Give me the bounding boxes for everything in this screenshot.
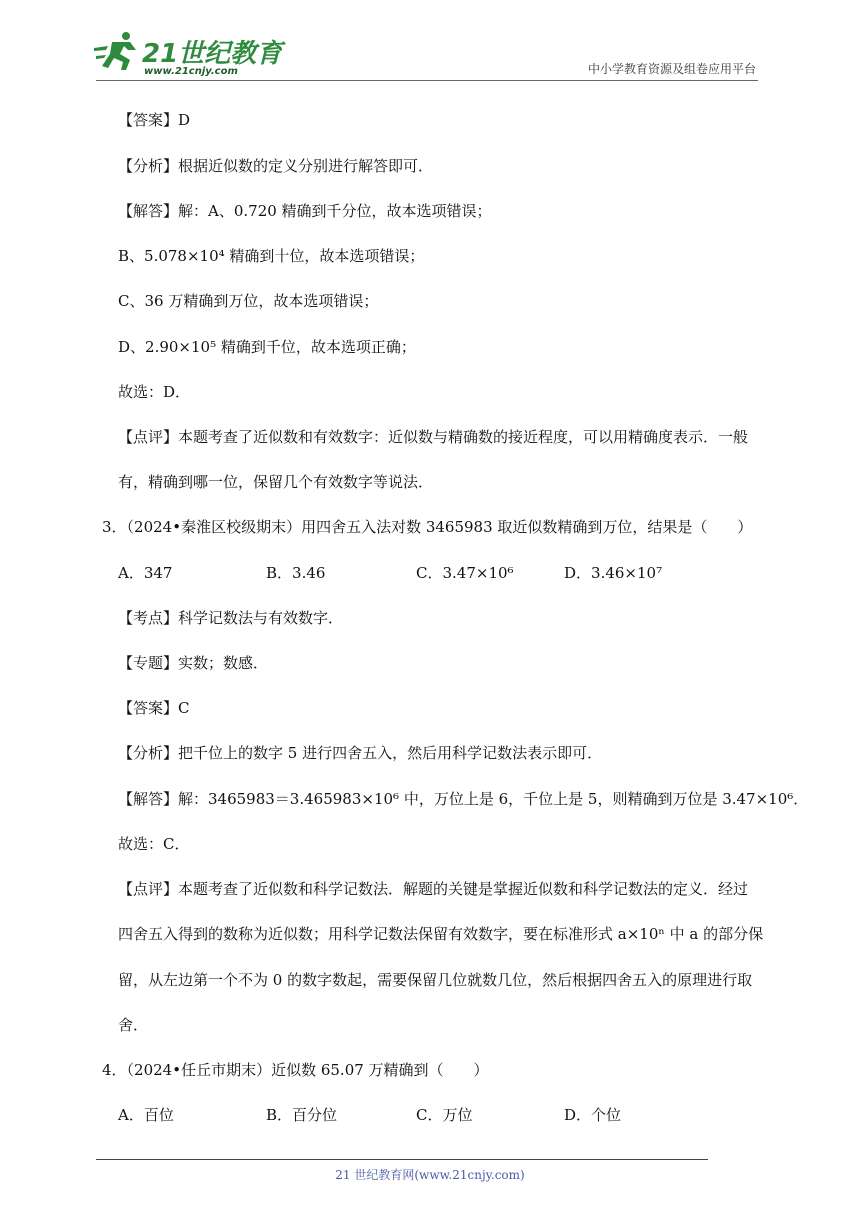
option-d: D．3.46×10⁷ (564, 564, 663, 582)
option-a: A．百位 (118, 1106, 174, 1124)
page-header (0, 0, 860, 84)
zhuanti-text: 【专题】实数；数感． (118, 654, 269, 672)
option-c: C．万位 (416, 1106, 473, 1124)
answer-label: 【答案】C (118, 699, 190, 717)
solution-line: B、5.078×10⁴ 精确到十位，故本选项错误； (118, 247, 425, 265)
comment-line: 【点评】本题考查了近似数和有效数字：近似数与精确数的接近程度，可以用精确度表示．一般 (118, 428, 749, 446)
solution-line: 【解答】解：A、0.720 精确到千分位，故本选项错误； (118, 202, 492, 220)
logo-url: www.21cnjy.com (144, 66, 238, 77)
question-4: 4．（2024•任丘市期末）近似数 65.07 万精确到（ ） (102, 1061, 489, 1079)
footer-divider (96, 1159, 708, 1160)
analysis-text: 【分析】把千位上的数字 5 进行四舍五入，然后用科学记数法表示即可． (118, 744, 603, 762)
footer-link[interactable]: 21 世纪教育网(www.21cnjy.com) (335, 1168, 525, 1182)
logo-text: 21世纪教育 (142, 39, 283, 69)
analysis-text: 【分析】根据近似数的定义分别进行解答即可． (118, 157, 434, 175)
comment-line: 留，从左边第一个不为 0 的数字数起，需要保留几位就数几位，然后根据四舍五入的原理进行取 (118, 971, 753, 989)
comment-line: 【点评】本题考查了近似数和科学记数法．解题的关键是掌握近似数和科学记数法的定义．经过 (118, 880, 749, 898)
option-a: A．347 (118, 564, 173, 582)
header-divider (96, 80, 758, 81)
solution-line: C、36 万精确到万位，故本选项错误； (118, 292, 379, 310)
choose-line: 故选：C． (118, 835, 190, 853)
option-d: D．个位 (564, 1106, 622, 1124)
comment-line: 四舍五入得到的数称为近似数；用科学记数法保留有效数字，要在标准形式 a×10ⁿ 中 a 的部分保 (118, 925, 764, 943)
answer-label: 【答案】D (118, 111, 191, 129)
comment-line: 舍． (118, 1016, 149, 1034)
option-c: C．3.47×10⁶ (416, 564, 514, 582)
kaodian-text: 【考点】科学记数法与有效数字． (118, 609, 344, 627)
option-b: B．百分位 (266, 1106, 338, 1124)
comment-line: 有，精确到哪一位，保留几个有效数字等说法． (118, 473, 434, 491)
platform-title: 中小学教育资源及组卷应用平台 (587, 62, 756, 76)
option-b: B．3.46 (266, 564, 326, 582)
choose-line: 故选：D． (118, 383, 191, 401)
solution-line: 【解答】解：3465983＝3.465983×10⁶ 中，万位上是 6，千位上是 5，则精确到万位是 3.47×10⁶． (118, 790, 809, 808)
question-3: 3．（2024•秦淮区校级期末）用四舍五入法对数 3465983 取近似数精确到万位，结果是（ ） (102, 518, 753, 536)
solution-line: D、2.90×10⁵ 精确到千位，故本选项正确； (118, 338, 416, 356)
site-logo (92, 30, 283, 78)
